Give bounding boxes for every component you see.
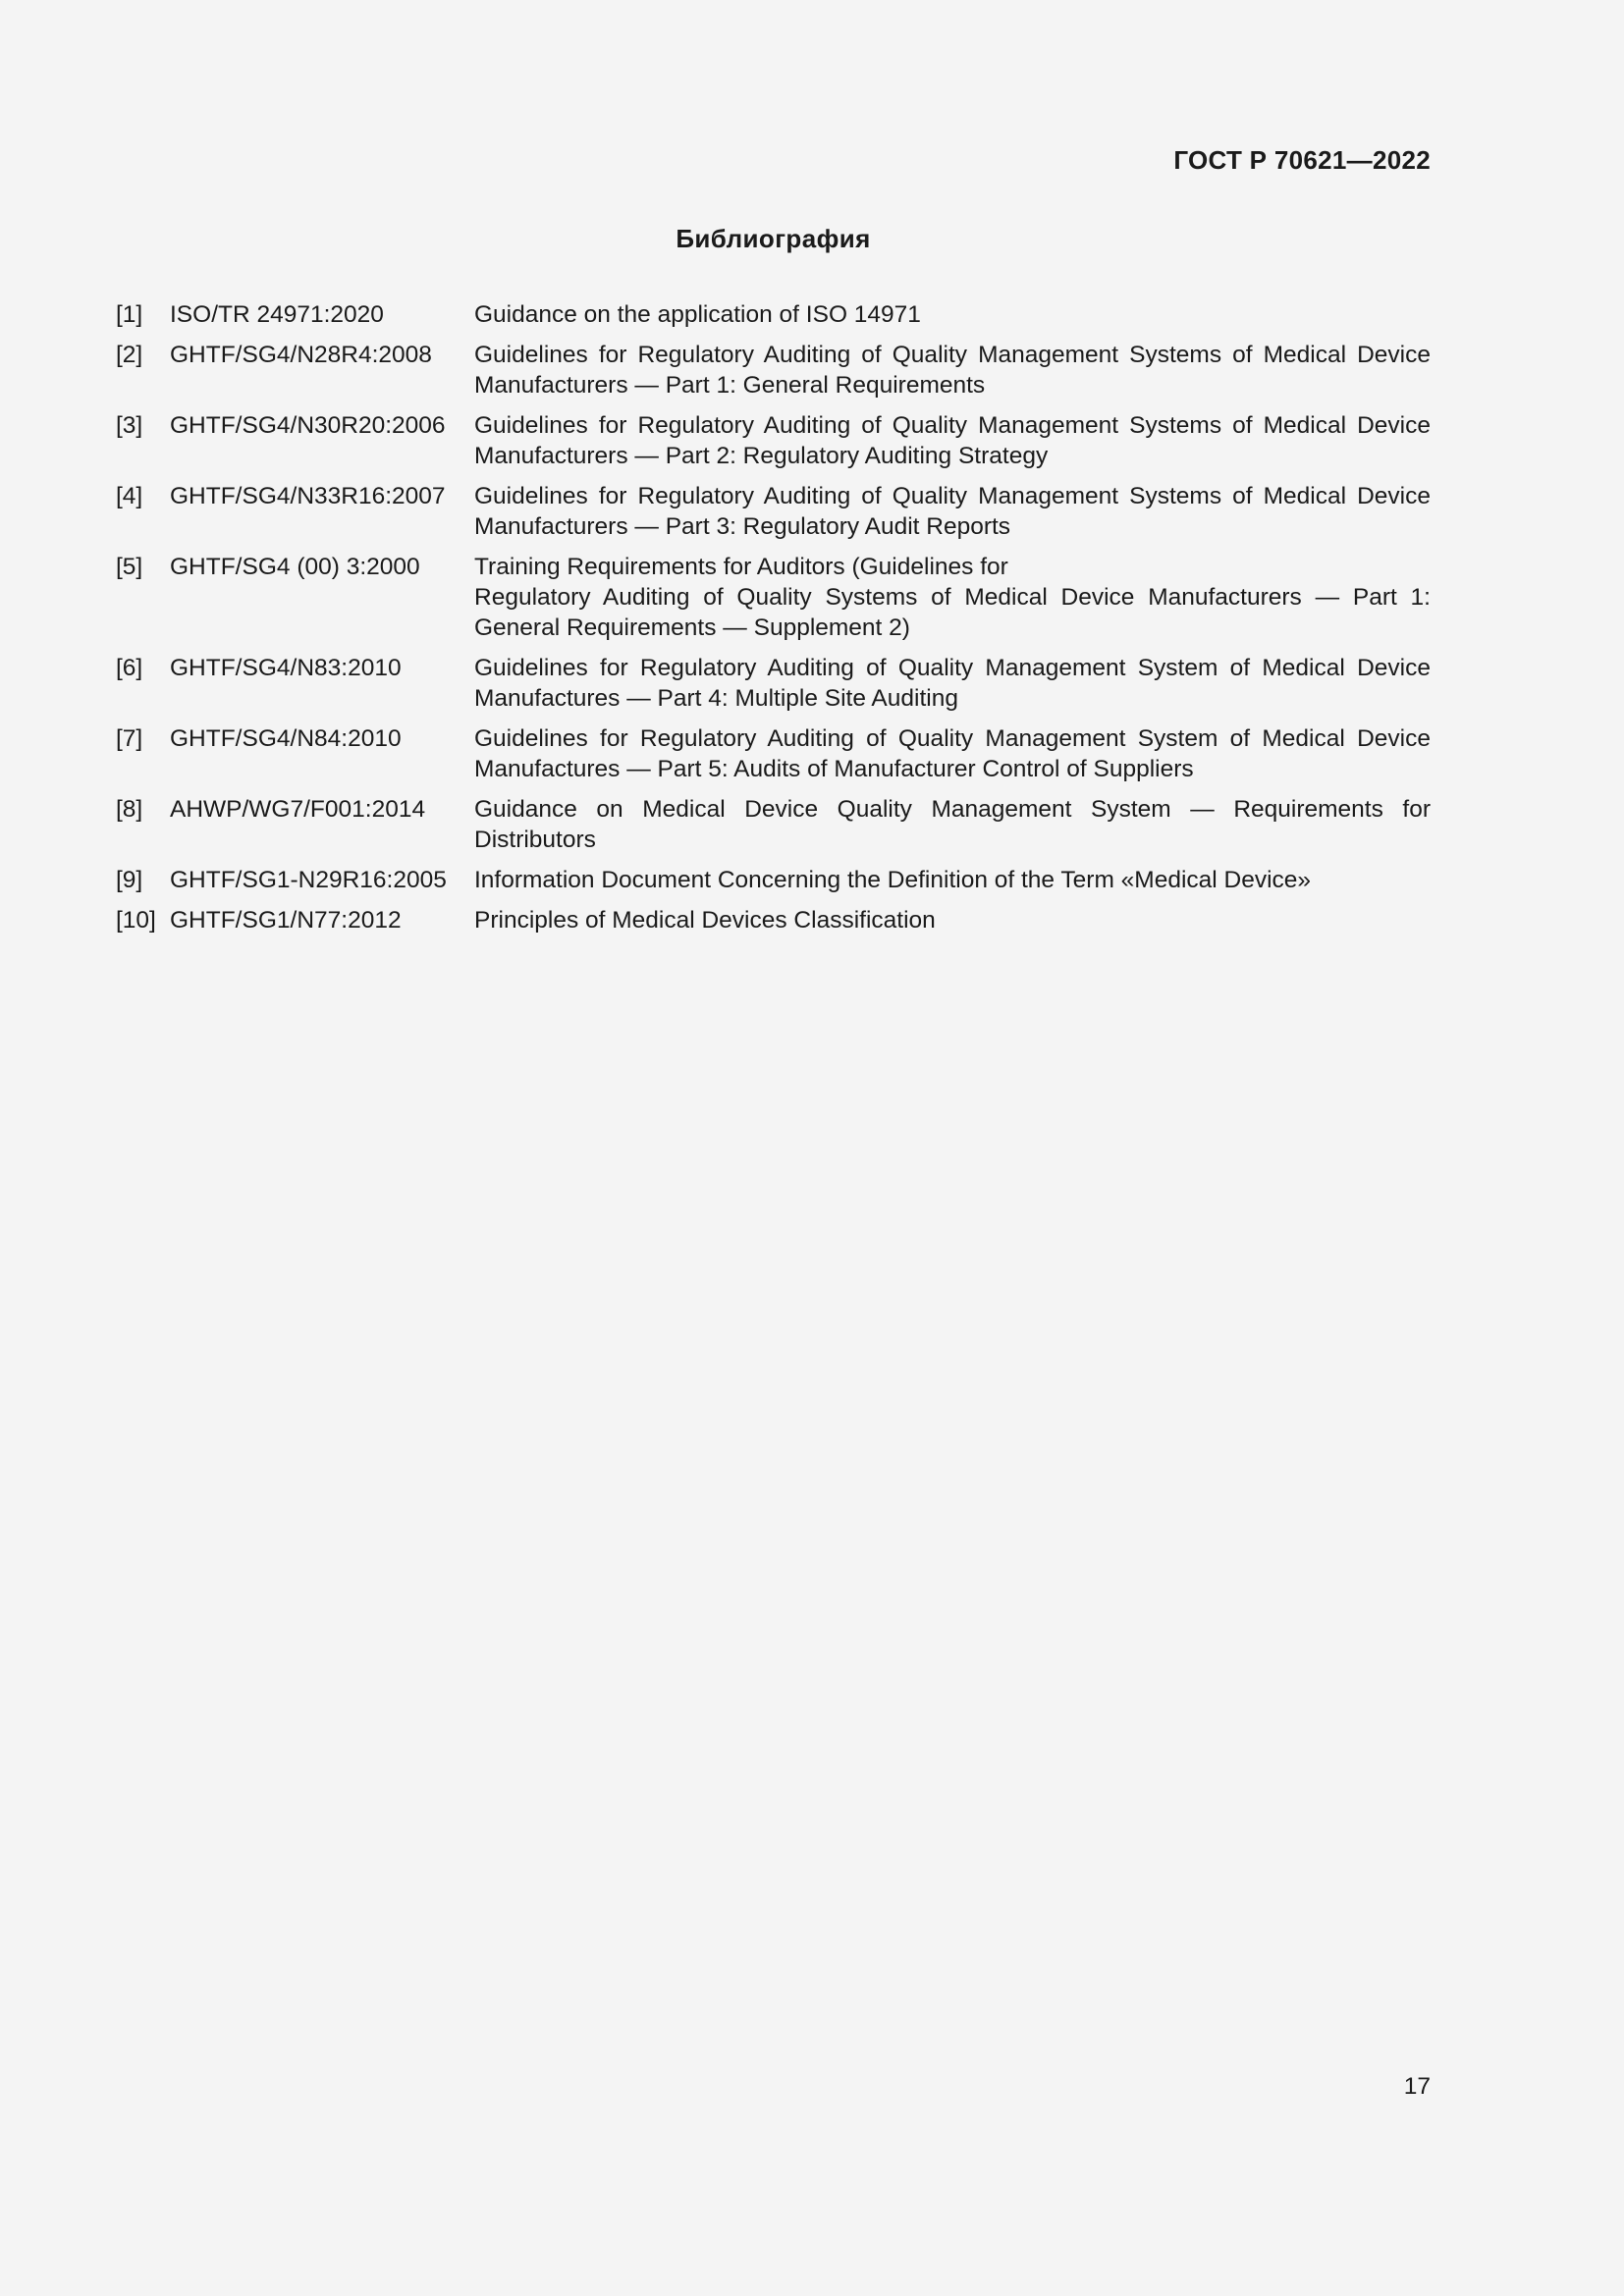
entry-title: Information Document Concerning the Definition of the Term «Medical Device» <box>474 867 1312 893</box>
bibliography-entry <box>116 653 1431 714</box>
bibliography-entry <box>116 299 1431 330</box>
entry-code: GHTF/SG4/N28R4:2008 <box>170 342 432 368</box>
entry-title: Guidelines for Regulatory Auditing of Quality Management Systems of Medical Device Manufacturers — Part 3: Regulatory Audit Reports <box>474 483 1431 540</box>
entry-number: [8] <box>116 796 143 823</box>
bibliography-entry <box>116 552 1431 643</box>
bibliography-entry <box>116 340 1431 400</box>
entry-code: GHTF/SG4/N33R16:2007 <box>170 483 446 509</box>
entry-code: GHTF/SG4 (00) 3:2000 <box>170 554 420 580</box>
entry-number: [6] <box>116 655 143 681</box>
entry-title: Principles of Medical Devices Classification <box>474 907 936 934</box>
entry-title: Training Requirements for Auditors (Guidelines for Regulatory Auditing of Quality Systems of Medical Device Manufacturers — Part 1: General Requirements — Supplement 2) <box>474 554 1431 641</box>
entry-number: [7] <box>116 725 143 752</box>
entry-code: GHTF/SG4/N83:2010 <box>170 655 402 681</box>
entry-title: Guidelines for Regulatory Auditing of Quality Management Systems of Medical Device Manufacturers — Part 1: General Requirements <box>474 342 1431 399</box>
entry-code: GHTF/SG4/N84:2010 <box>170 725 402 752</box>
entry-number: [4] <box>116 483 143 509</box>
entry-title: Guidelines for Regulatory Auditing of Quality Management Systems of Medical Device Manufacturers — Part 2: Regulatory Auditing Strategy <box>474 412 1431 469</box>
entry-number: [5] <box>116 554 143 580</box>
entry-code: GHTF/SG1-N29R16:2005 <box>170 867 447 893</box>
entry-title: Guidelines for Regulatory Auditing of Quality Management System of Medical Device Manufactures — Part 4: Multiple Site Auditing <box>474 655 1431 712</box>
entry-title: Guidelines for Regulatory Auditing of Quality Management System of Medical Device Manufactures — Part 5: Audits of Manufacturer Control of Suppliers <box>474 725 1431 782</box>
entry-number: [3] <box>116 412 143 439</box>
entry-title: Guidance on Medical Device Quality Management System — Requirements for Distributors <box>474 796 1431 853</box>
bibliography-entry <box>116 905 1431 935</box>
bibliography-entry <box>116 410 1431 471</box>
bibliography-list <box>116 299 1431 945</box>
entry-number: [2] <box>116 342 143 368</box>
page-number: 17 <box>1403 2073 1431 2100</box>
entry-number: [1] <box>116 301 143 328</box>
entry-code: ISO/TR 24971:2020 <box>170 301 384 328</box>
bibliography-entry <box>116 865 1431 895</box>
entry-code: AHWP/WG7/F001:2014 <box>170 796 426 823</box>
bibliography-entry <box>116 794 1431 855</box>
section-title: Библиография <box>676 224 871 253</box>
entry-number: [9] <box>116 867 143 893</box>
bibliography-entry <box>116 723 1431 784</box>
entry-title: Guidance on the application of ISO 14971 <box>474 301 921 328</box>
document-standard-id: ГОСТ Р 70621—2022 <box>1173 145 1431 175</box>
bibliography-entry <box>116 481 1431 542</box>
entry-code: GHTF/SG4/N30R20:2006 <box>170 412 446 439</box>
entry-number: [10] <box>116 907 156 934</box>
entry-code: GHTF/SG1/N77:2012 <box>170 907 402 934</box>
